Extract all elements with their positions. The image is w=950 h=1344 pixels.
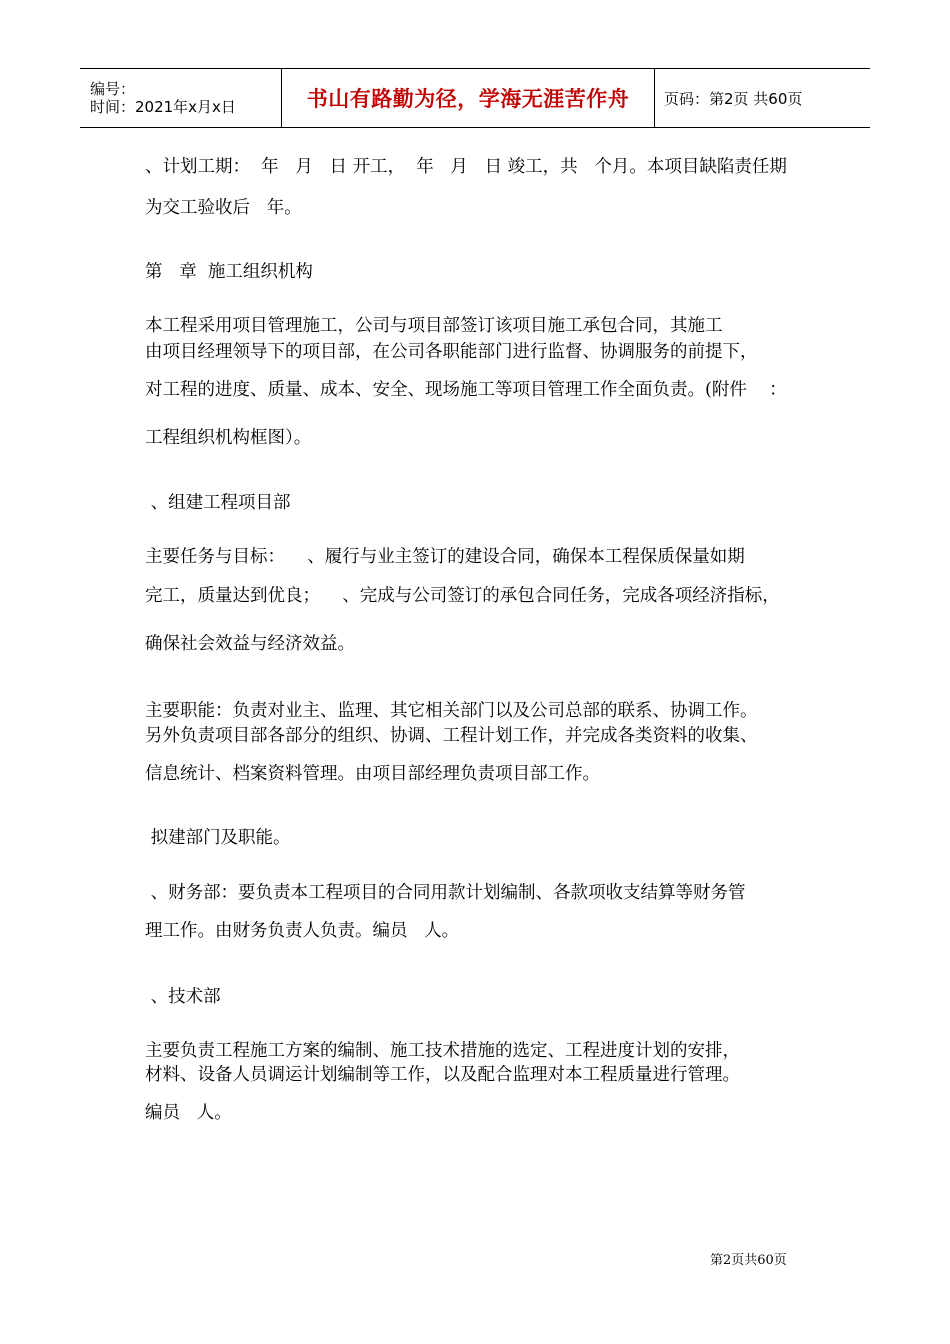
header-page-info: 页码：第2页 共60页 xyxy=(664,89,803,108)
org-para-line-2: 由项目经理领导下的项目部，在公司各职能部门进行监督、协调服务的前提下， xyxy=(145,342,758,362)
document-header xyxy=(80,68,870,128)
duties-line-3: 信息统计、档案资料管理。由项目部经理负责项目部工作。 xyxy=(145,764,600,784)
org-para-line-3: 对工程的进度、质量、成本、安全、现场施工等项目管理工作全面负责。(附件 ： xyxy=(145,380,787,400)
finance-line-1: 、财务部：要负责本工程项目的合同用款计划编制、各款项收支结算等财务管 xyxy=(145,883,746,903)
header-meta xyxy=(80,69,281,127)
org-para-line-4: 工程组织机构框图）。 xyxy=(145,428,312,448)
tasks-line-3: 确保社会效益与经济效益。 xyxy=(145,634,355,654)
tasks-line-2: 完工，质量达到优良； 、完成与公司签订的承包合同任务，完成各项经济指标， xyxy=(145,586,780,606)
tech-line-1: 主要负责工程施工方案的编制、施工技术措施的选定、工程进度计划的安排， xyxy=(145,1041,740,1061)
page-footer: 第2页共60页 xyxy=(710,1253,787,1268)
duties-line-2: 另外负责项目部各部分的组织、协调、工程计划工作，并完成各类资料的收集、 xyxy=(145,726,758,746)
section-build-team: 、组建工程项目部 xyxy=(145,493,291,513)
org-para-line-1: 本工程采用项目管理施工，公司与项目部签订该项目施工承包合同，其施工 xyxy=(145,316,723,336)
tech-line-3: 编员 人。 xyxy=(145,1103,232,1123)
header-motto: 书山有路勤为径，学海无涯苦作舟 xyxy=(281,69,655,127)
schedule-line-1: 、计划工期： 年 月 日 开工， 年 月 日 竣工，共 个月。本项目缺陷责任期 xyxy=(145,157,787,177)
tasks-line-1: 主要任务与目标： 、履行与业主签订的建设合同，确保本工程保质保量如期 xyxy=(145,547,745,567)
chapter-heading: 第 章 施工组织机构 xyxy=(145,262,313,282)
section-departments: 拟建部门及职能。 xyxy=(145,828,291,848)
finance-line-2: 理工作。由财务负责人负责。编员 人。 xyxy=(145,921,460,941)
section-tech-dept: 、技术部 xyxy=(145,987,221,1007)
duties-line-1: 主要职能：负责对业主、监理、其它相关部门以及公司总部的联系、协调工作。 xyxy=(145,701,758,721)
time-label: 时间：2021年x月x日 xyxy=(90,98,236,116)
tech-line-2: 材料、设备人员调运计划编制等工作，以及配合监理对本工程质量进行管理。 xyxy=(145,1065,740,1085)
number-label: 编号： xyxy=(90,80,136,98)
schedule-line-2: 为交工验收后 年。 xyxy=(145,198,302,218)
